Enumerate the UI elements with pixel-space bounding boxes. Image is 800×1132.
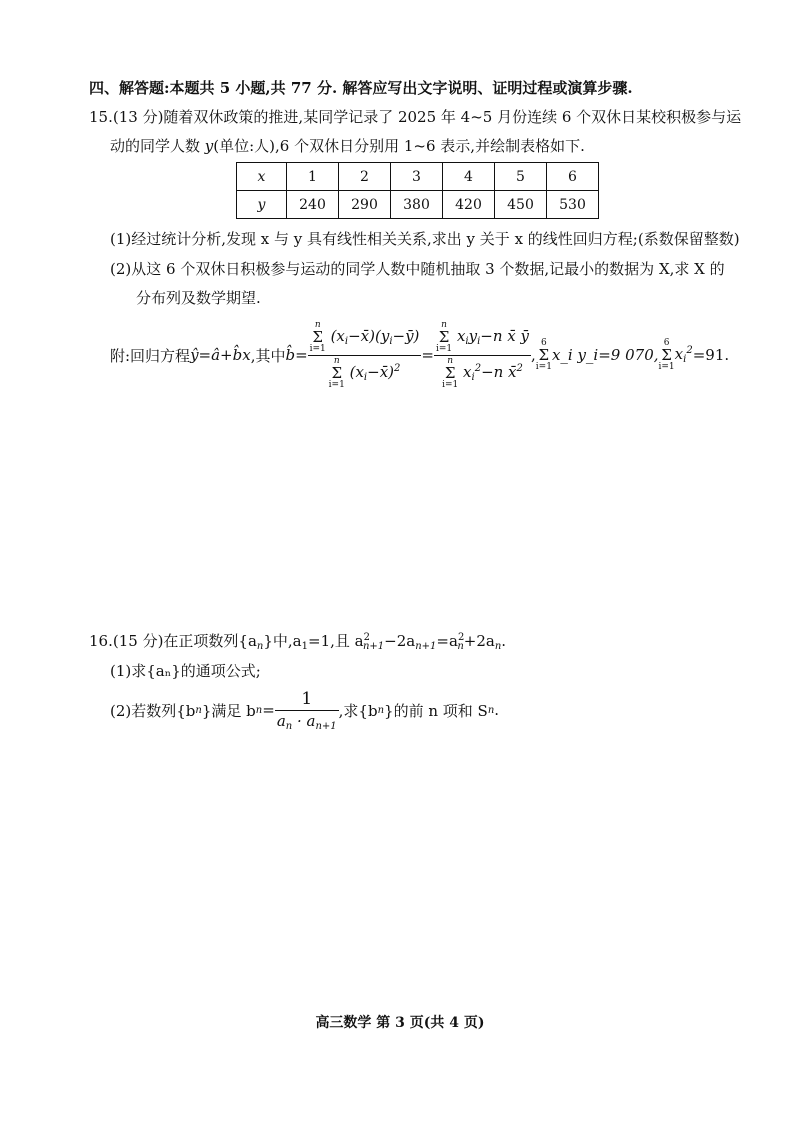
table-cell: 3 bbox=[391, 163, 443, 191]
q15-stem-line2a: 动的同学人数 bbox=[110, 137, 205, 155]
q16-score: (15 分) bbox=[112, 632, 164, 650]
q16-stem-b: }中,a bbox=[263, 632, 302, 650]
sigma-symbol: 6 Σ i=1 bbox=[535, 337, 552, 372]
q16-part1: (1)求{aₙ}的通项公式; bbox=[110, 662, 261, 680]
q15-stem-line2b: (单位:人),6 个双休日分别用 1~6 表示,并绘制表格如下. bbox=[213, 137, 585, 155]
fraction-denominator: $a_n \cdot a_{n+1}$ bbox=[276, 711, 337, 732]
data-table bbox=[236, 162, 599, 219]
sigma-symbol: n Σ i=1 bbox=[436, 319, 453, 354]
appendix-where: ,其中 bbox=[250, 346, 286, 365]
table-row-y bbox=[237, 191, 599, 219]
regression-equation: ŷ=â+b̂x bbox=[190, 346, 251, 364]
q16-part2-b: }满足 b bbox=[201, 701, 256, 720]
table-cell: 450 bbox=[495, 191, 547, 219]
sigma-symbol: 6 Σ i=1 bbox=[658, 337, 675, 372]
bn-fraction bbox=[275, 689, 339, 732]
q15-line1 bbox=[89, 106, 741, 127]
sum-x2-value: =91. bbox=[692, 346, 730, 364]
q16-part2-c: = bbox=[262, 701, 275, 719]
q16-number: 16. bbox=[89, 632, 113, 650]
q16-part2-e: }的前 n 项和 S bbox=[384, 701, 488, 720]
q15-part1: (1)经过统计分析,发现 x 与 y 具有线性相关关系,求出 y 关于 x 的线性回归方程;(系数保留整数) bbox=[110, 230, 740, 248]
q16-stem-e: =a bbox=[436, 632, 458, 650]
q16-stem-f: +2a bbox=[463, 632, 495, 650]
table-cell: 1 bbox=[287, 163, 339, 191]
fraction-denominator: n Σ i=1 $(x_i-x̄)^2$ bbox=[328, 355, 401, 390]
q16-stem: 16.(15 分)在正项数列$\{a_n\}$中$,a_1=1$,且 $a^2_{n+1}-2a_{n+1}=a^2_n+2a_n$. bbox=[89, 632, 507, 652]
fraction-numerator: 1 bbox=[275, 689, 339, 711]
appendix-label: 附:回归方程 bbox=[110, 346, 191, 365]
q16-part2-a: (2)若数列{b bbox=[110, 701, 196, 720]
sigma-symbol: n Σ i=1 bbox=[309, 319, 326, 354]
q16-stem-a: 在正项数列{a bbox=[163, 632, 257, 650]
table-cell: 5 bbox=[495, 163, 547, 191]
table-row-x bbox=[237, 163, 599, 191]
q16-part2-d: ,求{b bbox=[338, 701, 378, 720]
q15-appendix: 附:回归方程 ŷ=â+b̂x ,其中 b̂= n Σ i=1 $(x_i-x̄)(y_i-ȳ)$ n Σ i=1 $(x_i-x̄)^2$ = n Σ i=1 $x_iy_i-n$ x̄ ȳ n Σ i=1 $x_i^2-n$ x̄$^2$ , 6 Σ i=1 x_i y_i=9 070, 6 Σ i=1 $x_i^2$ =91. bbox=[110, 319, 730, 390]
fraction-numerator: n Σ i=1 $(x_i-x̄)(y_i-ȳ)$ bbox=[309, 319, 420, 354]
page-footer: 高三数学 第 3 页(共 4 页) bbox=[315, 1015, 485, 1031]
table-cell: 530 bbox=[547, 191, 599, 219]
table-cell: 4 bbox=[443, 163, 495, 191]
table-cell: 420 bbox=[443, 191, 495, 219]
table-cell: 6 bbox=[547, 163, 599, 191]
sigma-symbol: n Σ i=1 bbox=[442, 355, 459, 390]
table-cell: 2 bbox=[339, 163, 391, 191]
fraction-denominator: n Σ i=1 $x_i^2-n$ x̄$^2$ bbox=[442, 355, 523, 390]
q16-part2-f: . bbox=[494, 701, 500, 719]
table-header-y: y bbox=[237, 191, 287, 219]
table-cell: 290 bbox=[339, 191, 391, 219]
bhat-fraction-2 bbox=[434, 321, 531, 390]
bhat-label: b̂= bbox=[285, 346, 308, 364]
table-cell: 380 bbox=[391, 191, 443, 219]
q15-number: 15. bbox=[89, 108, 113, 126]
q15-part2-line2: 分布列及数学期望. bbox=[136, 289, 261, 307]
q16-part2: (2)若数列{b n }满足 b n = $\frac{1}{a_n \cdot a_{n+1}}$ ,求{b n }的前 n 项和 S n . bbox=[110, 688, 500, 732]
q15-score: (13 分) bbox=[112, 108, 164, 126]
section-heading: 四、解答题:本题共 5 小题,共 77 分. 解答应写出文字说明、证明过程或演算步骤. bbox=[89, 79, 633, 97]
q16-stem-d: −2a bbox=[384, 632, 416, 650]
q15-part2-line1: (2)从这 6 个双休日积极参与运动的同学人数中随机抽取 3 个数据,记最小的数据为 X,求 X 的 bbox=[110, 260, 725, 278]
table-header-x: x bbox=[237, 163, 287, 191]
sum-xy-value: x_i y_i=9 070, bbox=[551, 346, 659, 364]
q15-var-y: y bbox=[204, 137, 214, 155]
fraction-numerator: n Σ i=1 $x_iy_i-n$ x̄ ȳ bbox=[436, 319, 529, 354]
table-cell: 240 bbox=[287, 191, 339, 219]
q15-line2 bbox=[110, 135, 585, 156]
q16-stem-c: =1,且 a bbox=[308, 632, 364, 650]
q15-stem-line1: 随着双休政策的推进,某同学记录了 2025 年 4~5 月份连续 6 个双休日某校积极参与运 bbox=[163, 108, 742, 126]
bhat-fraction-1 bbox=[308, 321, 422, 390]
sigma-symbol: n Σ i=1 bbox=[328, 355, 345, 390]
